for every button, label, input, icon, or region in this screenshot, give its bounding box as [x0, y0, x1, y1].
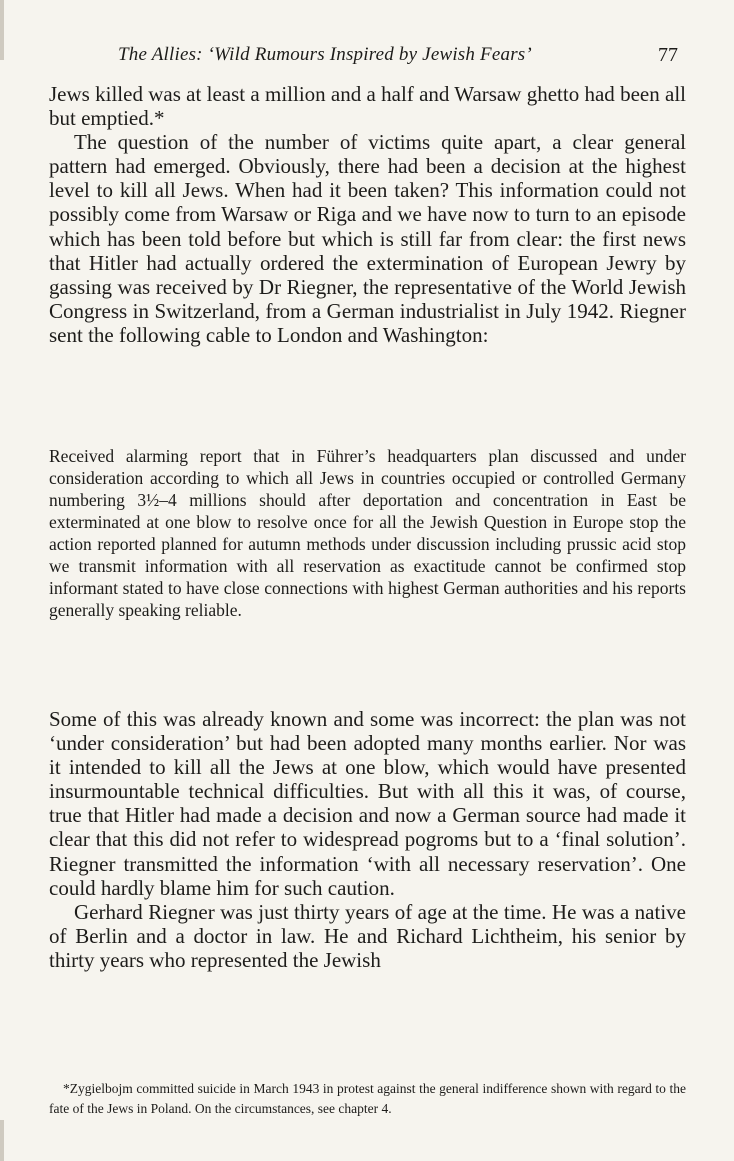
cable-text: Received alarming report that in Führer’s headquarters plan discussed and under consideration according to which all Jews in countries occupied or controlled Germany numbering 3½–4 millions should after deportation and concentration in East be exterminated at one blow to resolve once for all the Jewish Question in Europe stop the action reported planned for autumn methods under discussion including prussic acid stop we transmit information with all reservation as exactitude cannot be confirmed stop informant stated to have close connections with highest German authorities and his reports generally speaking reliable.: [49, 446, 686, 620]
footnote: [49, 1079, 686, 1118]
running-head: The Allies: ‘Wild Rumours Inspired by Jewish Fears’: [118, 44, 532, 65]
paragraph: Jews killed was at least a million and a half and Warsaw ghetto had been all but emptied.*: [49, 82, 686, 131]
page-edge-shadow: [0, 0, 4, 60]
paragraph: The question of the number of victims quite apart, a clear general pattern had emerged. Obviously, there had been a decision at the highest level to kill all Jews. When had it been taken? This information could not possibly come from Warsaw or Riga and we have now to turn to an episode which has been told before but which is still far from clear: the first news that Hitler had actually ordered the extermination of European Jewry by gassing was received by Dr Riegner, the representative of the World Jewish Congress in Switzerland, from a German industrialist in July 1942. Riegner sent the following cable to London and Washington:: [49, 130, 686, 347]
paragraph: Gerhard Riegner was just thirty years of age at the time. He was a native of Berlin and a doctor in law. He and Richard Lichtheim, his senior by thirty years who represented the Jewish: [49, 899, 686, 972]
body-text-top: [49, 82, 686, 347]
footnote-text: *Zygielbojm committed suicide in March 1943 in protest against the general indifference shown with regard to the fate of the Jews in Poland. On the circumstances, see chapter 4.: [49, 1081, 686, 1116]
paragraph: Some of this was already known and some was incorrect: the plan was not ‘under consideration’ but had been adopted many months earlier. Nor was it intended to kill all the Jews at one blow, which would have presented insurmountable technical difficulties. But with all this it was, of course, true that Hitler had made a decision and now a German source had made it clear that this did not refer to widespread pogroms but to a ‘final solution’. Riegner transmitted the information ‘with all necessary reservation’. One could hardly blame him for such caution.: [49, 707, 686, 900]
page-edge-shadow: [0, 1120, 4, 1161]
quoted-cable: [49, 445, 686, 621]
page-number: 77: [658, 44, 678, 66]
body-text-bottom: [49, 707, 686, 972]
